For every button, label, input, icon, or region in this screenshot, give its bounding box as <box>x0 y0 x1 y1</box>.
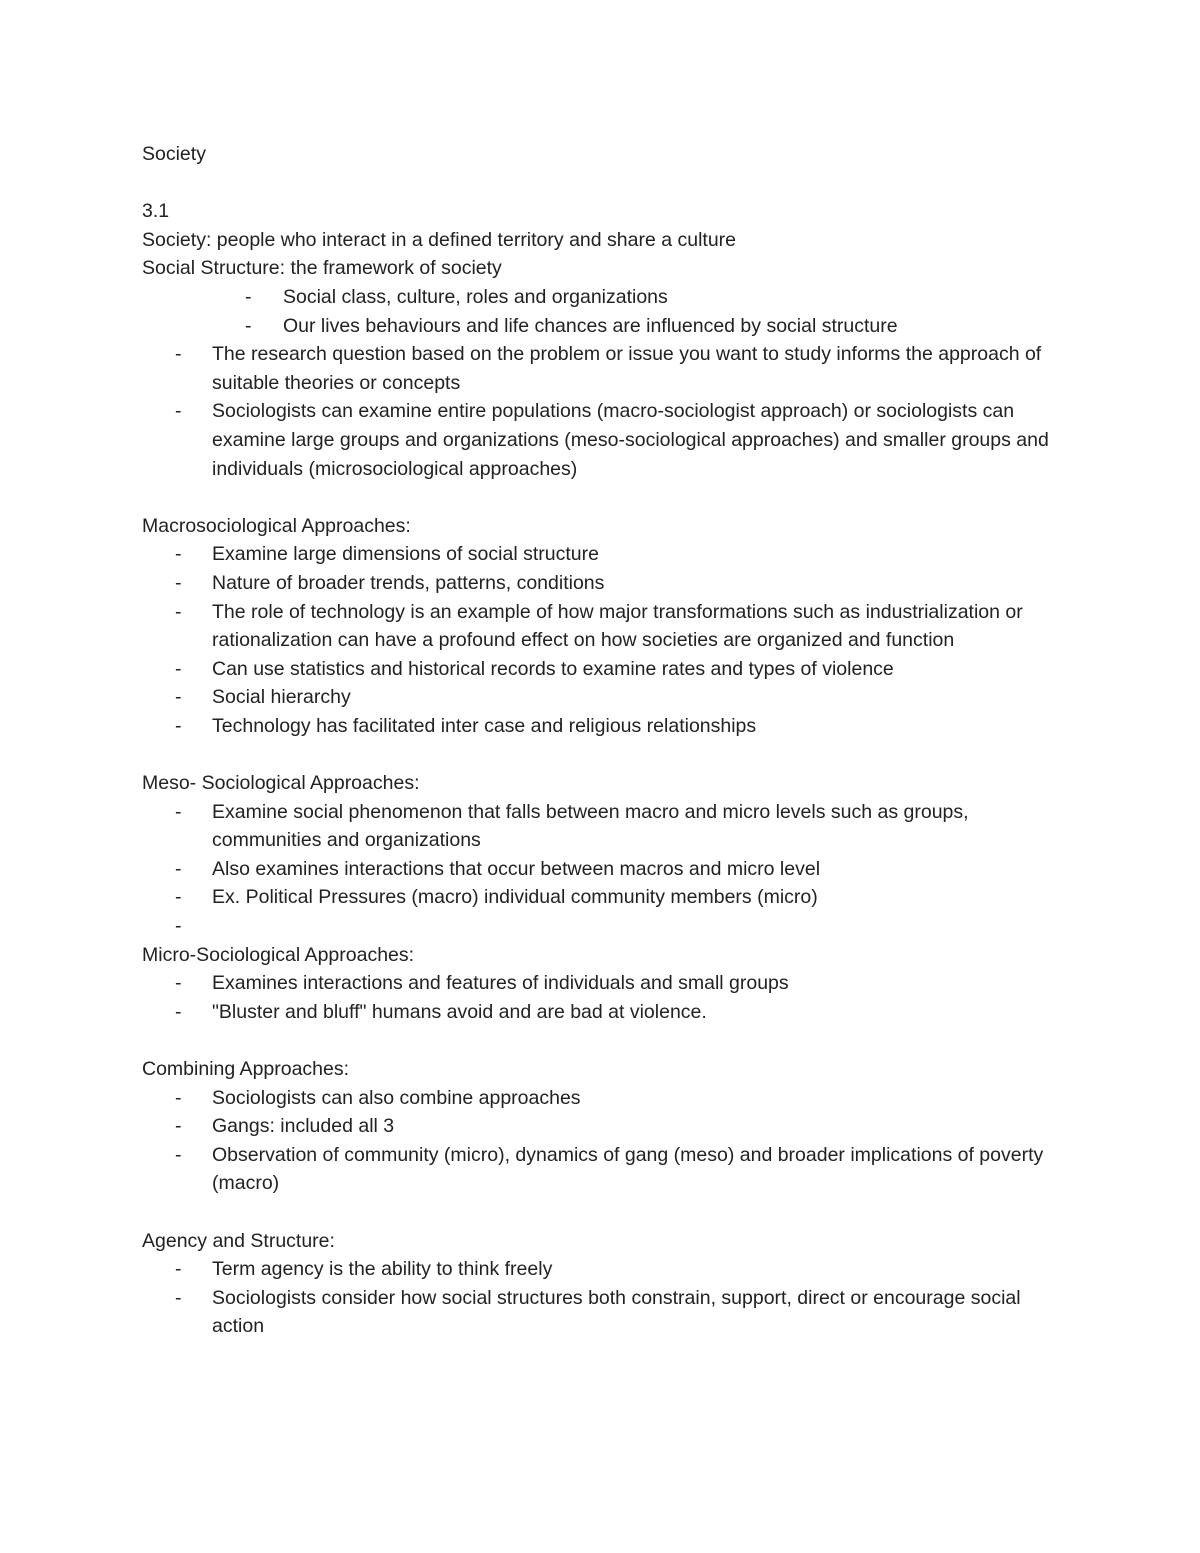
list-item <box>142 569 1072 598</box>
list-item <box>142 712 1072 741</box>
list-item-text: Can use statistics and historical records to examine rates and types of violence <box>212 657 894 680</box>
list-item-text: Social hierarchy <box>212 686 351 709</box>
list-item <box>142 1112 1072 1141</box>
list-item <box>142 1255 1072 1284</box>
blank-line <box>142 1198 1072 1227</box>
bullet-dash: - <box>175 714 182 737</box>
list-item-text: Also examines interactions that occur between macros and micro level <box>212 857 821 880</box>
bullet-dash: - <box>175 886 182 909</box>
list-item-text: Examine large dimensions of social structure <box>212 543 599 566</box>
section-heading: Micro-Sociological Approaches: <box>142 943 415 966</box>
bullet-dash: - <box>175 600 182 623</box>
bullet-dash: - <box>245 314 252 337</box>
list-item-text: The role of technology is an example of how major transformations such as industrialization or rationalization can have a profound effect on how societies are organized and function <box>212 600 1023 652</box>
list-item <box>142 397 1072 483</box>
list-item-text: Sociologists can examine entire populations (macro-sociologist approach) or sociologists can examine large groups and organizations (meso-sociological approaches) and smaller groups and individuals (microsociological approaches) <box>212 400 1049 480</box>
bullet-dash: - <box>175 343 182 366</box>
list-item-text <box>212 915 217 937</box>
list-item <box>142 969 1072 998</box>
bullet-dash: - <box>175 1115 182 1138</box>
bullet-dash: - <box>175 1258 182 1281</box>
bullet-dash: - <box>175 400 182 423</box>
list-item <box>142 283 1072 312</box>
bullet-dash: - <box>175 800 182 823</box>
section-heading: Agency and Structure: <box>142 1229 335 1252</box>
list-item-text: The research question based on the problem or issue you want to study informs the approach of suitable theories or concepts <box>212 343 1042 394</box>
list-item <box>142 1284 1072 1341</box>
list-item <box>142 312 1072 341</box>
section-heading: Combining Approaches: <box>142 1058 350 1080</box>
list-item-text: Gangs: included all 3 <box>212 1115 395 1138</box>
list-item <box>142 683 1072 712</box>
bullet-dash: - <box>175 857 182 880</box>
list-item <box>142 340 1072 397</box>
section-number: 3.1 <box>142 200 170 223</box>
bullet-dash: - <box>175 1086 182 1109</box>
list-item-text: Our lives behaviours and life chances are influenced by social structure <box>283 314 898 337</box>
bullet-dash: - <box>175 915 182 938</box>
blank-line <box>142 740 1072 769</box>
list-item-empty <box>142 912 1072 941</box>
blank-line <box>142 483 1072 512</box>
list-item <box>142 598 1072 655</box>
definition-social-structure: Social Structure: the framework of society <box>142 257 502 280</box>
list-item <box>142 540 1072 569</box>
document-body <box>142 140 1072 1341</box>
document-title: Society <box>142 143 206 165</box>
bullet-dash: - <box>175 571 182 594</box>
list-item <box>142 655 1072 684</box>
list-item-text: Term agency is the ability to think freely <box>212 1258 553 1281</box>
list-item-text: Technology has facilitated inter case and religious relationships <box>212 714 757 737</box>
list-item <box>142 855 1072 884</box>
list-item-text: Sociologists consider how social structures both constrain, support, direct or encourage social action <box>212 1286 1021 1338</box>
bullet-dash: - <box>175 972 182 995</box>
list-item-text: Examines interactions and features of individuals and small groups <box>212 972 789 995</box>
bullet-dash: - <box>175 543 182 566</box>
list-item-text: Nature of broader trends, patterns, conditions <box>212 571 605 594</box>
list-item-text: Sociologists can also combine approaches <box>212 1086 581 1109</box>
blank-line <box>142 169 1072 198</box>
list-item <box>142 1141 1072 1198</box>
bullet-dash: - <box>175 1143 182 1166</box>
section-heading: Meso- Sociological Approaches: <box>142 772 420 795</box>
bullet-dash: - <box>175 657 182 680</box>
list-item-text: Examine social phenomenon that falls between macro and micro levels such as groups, communities and organizations <box>212 800 969 852</box>
definition-society: Society: people who interact in a defined territory and share a culture <box>142 228 737 251</box>
bullet-dash: - <box>175 1000 182 1023</box>
list-item-text: Ex. Political Pressures (macro) individual community members (micro) <box>212 886 818 909</box>
bullet-dash: - <box>175 1286 182 1309</box>
list-item-text: Social class, culture, roles and organizations <box>283 285 668 308</box>
section-heading: Macrosociological Approaches: <box>142 514 411 537</box>
list-item <box>142 1084 1072 1113</box>
list-item-text: Observation of community (micro), dynamics of gang (meso) and broader implications of poverty (macro) <box>212 1143 1044 1195</box>
list-item <box>142 883 1072 912</box>
bullet-dash: - <box>175 686 182 709</box>
blank-line <box>142 1026 1072 1055</box>
list-item <box>142 798 1072 855</box>
list-item <box>142 998 1072 1027</box>
list-item-text: "Bluster and bluff" humans avoid and are bad at violence. <box>212 1000 707 1023</box>
bullet-dash: - <box>245 285 252 308</box>
